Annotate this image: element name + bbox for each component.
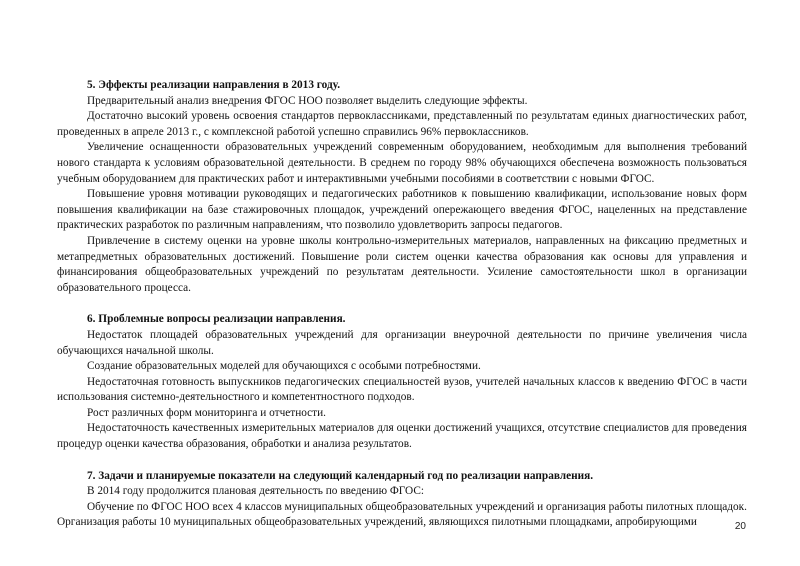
- section-spacer: [57, 296, 747, 312]
- section-6-paragraph: Рост различных форм мониторинга и отчетности.: [87, 406, 326, 419]
- section-5-paragraph: Повышение уровня мотивации руководящих и педагогических работников к повышению квалификации, использование новых форм повышения квалификации на базе стажировочных площадок, учреждений опережающего введения ФГОС, нацеленных на представление практических разработок по различным направлениям, что позволило удовлетворить запросы педагогов.: [57, 188, 747, 232]
- section-spacer: [57, 453, 747, 469]
- section-5-paragraph: Увеличение оснащенности образовательных учреждений современным оборудованием, необходимым для выполнения требований нового стандарта к условиям образовательной деятельности. В среднем по городу 98% обучающихся обеспечена возможность пользоваться учебным оборудованием для практических работ и интерактивными учебными пособиями в соответствии с новыми ФГОС.: [57, 141, 747, 185]
- section-6-paragraph: Недостаточность качественных измерительных материалов для оценки достижений учащихся, отсутствие специалистов для проведения процедур оценки качества образования, обработки и анализа результатов.: [57, 422, 747, 451]
- section-6-paragraph: Создание образовательных моделей для обучающихся с особыми потребностями.: [87, 360, 481, 373]
- section-6-heading: 6. Проблемные вопросы реализации направления.: [87, 313, 346, 326]
- section-5-paragraph: Достаточно высокий уровень освоения стандартов первоклассниками, представленный по результатам единых диагностических работ, проведенных в апреле 2013 г., с комплексной работой успешно справились 96% первоклассников.: [57, 110, 747, 138]
- page-number: 20: [734, 521, 746, 532]
- section-7-paragraph: В 2014 году продолжится плановая деятельность по введению ФГОС:: [87, 485, 424, 498]
- section-6-paragraph: Недостаточная готовность выпускников педагогических специальностей вузов, учителей начальных классов к введению ФГОС в части использования системно-деятельностного и компетентностного подходов.: [57, 375, 747, 404]
- section-7-heading: 7. Задачи и планируемые показатели на следующий календарный год по реализации направления.: [87, 469, 594, 482]
- section-6-paragraph: Недостаток площадей образовательных учреждений для организации внеурочной деятельности по причине увеличения числа обучающихся начальной школы.: [57, 328, 747, 357]
- section-5-paragraph: Предварительный анализ внедрения ФГОС НОО позволяет выделить следующие эффекты.: [87, 94, 528, 107]
- section-7-paragraph: Обучение по ФГОС НОО всех 4 классов муниципальных общеобразовательных учреждений и организация работы пилотных площадок. Организация работы 10 муниципальных общеобразовательных учреждений, являющихся пилотными площадками, апробирующими: [57, 500, 747, 529]
- document-page: [57, 78, 747, 531]
- section-5-heading: 5. Эффекты реализации направления в 2013 году.: [87, 79, 341, 91]
- section-5-paragraph: Привлечение в систему оценки на уровне школы контрольно-измерительных материалов, направленных на фиксацию предметных и метапредметных образовательных достижений. Повышение роли систем оценки качества образования как основы для управления и финансирования общеобразовательных учреждений по результатам деятельности. Усиление самостоятельности школ в организации образовательного процесса.: [57, 234, 747, 294]
